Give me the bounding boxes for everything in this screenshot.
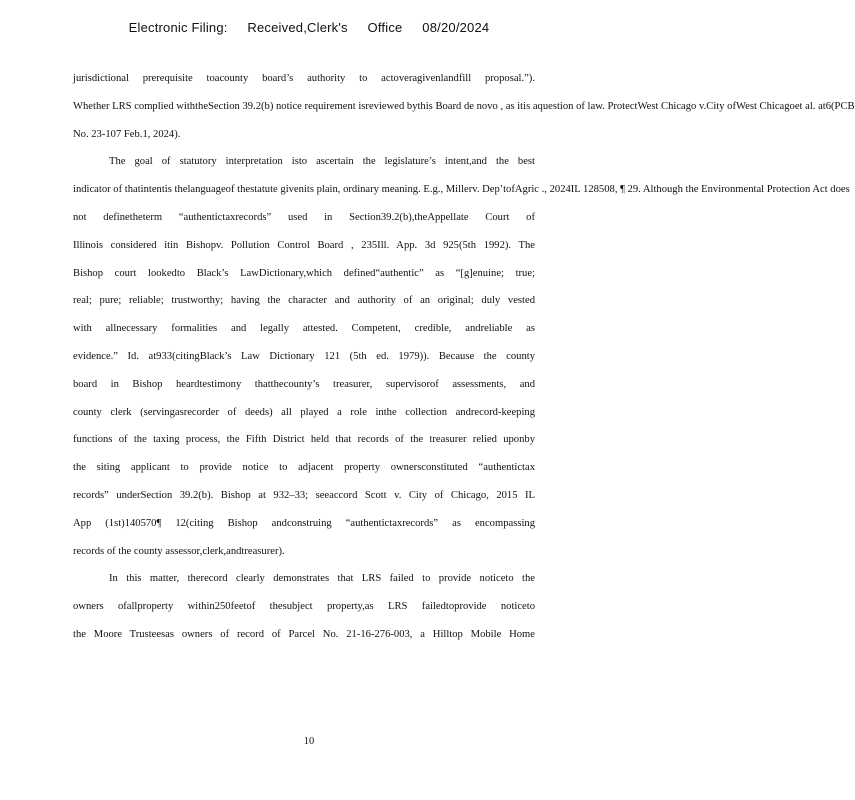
filing-date: 08/20/2024	[422, 20, 490, 35]
text-line: the Moore Trusteesas owners of record of Parcel No. 21-16-276-003, a Hilltop Mobile Home	[73, 628, 535, 640]
text-line: county clerk (servingasrecorder of deeds) all played a role inthe collection andrecord-keeping	[73, 406, 535, 418]
text-line: In this matter, therecord clearly demonstrates that LRS failed to provide noticeto the	[109, 573, 535, 585]
text-line: functions of the taxing process, the Fifth District held that records of the treasurer relied uponby	[73, 434, 535, 446]
text-line: Whether LRS complied withtheSection 39.2(b) notice requirement isreviewed bythis Board de novo , as itis aquestion of law. ProtectWest Chicago v.City ofWest Chicagoet al. at6(PCB	[73, 100, 855, 112]
filing-office: Office	[367, 20, 403, 35]
text-line: records of the county assessor,clerk,andtreasurer).	[73, 545, 285, 557]
text-line: Illinois considered itin Bishopv. Pollution Control Board , 235Ill. App. 3d 925(5th 1992). The	[73, 239, 535, 251]
text-line: board in Bishop heardtestimony thatthecounty’s treasurer, supervisorof assessments, and	[73, 378, 535, 390]
filing-label: Electronic Filing:	[128, 20, 228, 35]
text-line: Bishop court lookedto Black’s LawDictionary,which defined“authentic” as “[g]enuine; true;	[73, 267, 535, 279]
page-number: 10	[303, 736, 315, 747]
text-line: jurisdictional prerequisite toacounty board’s authority to actoveragivenlandfill proposal.”).	[73, 73, 535, 84]
text-line: No. 23-107 Feb.1, 2024).	[73, 128, 181, 140]
text-line: App (1st)140570¶ 12(citing Bishop andconstruing “authentictaxrecords” as encompassing	[73, 517, 535, 529]
text-line: with allnecessary formalities and legally attested. Competent, credible, andreliable as	[73, 323, 535, 335]
filing-header	[0, 20, 618, 35]
text-line: The goal of statutory interpretation isto ascertain the legislature’s intent,and the best	[109, 156, 535, 168]
text-line: evidence.” Id. at933(citingBlack’s Law Dictionary 121 (5th ed. 1979)). Because the county	[73, 350, 535, 362]
text-line: the siting applicant to provide notice to adjacent property ownersconstituted “authentictax	[73, 462, 535, 474]
filing-status: Received,Clerk's	[247, 20, 348, 35]
text-line: owners ofallproperty within250feetof thesubject property,as LRS failedtoprovide noticeto	[73, 601, 535, 613]
document-body	[73, 72, 855, 656]
text-line: records” underSection 39.2(b). Bishop at 932–33; seeaccord Scott v. City of Chicago, 2015 IL	[73, 489, 535, 501]
text-line: indicator of thatintentis thelanguageof thestatute givenits plain, ordinary meaning. E.g., Millerv. Dep’tofAgric ., 2024IL 128508, ¶ 29. Although the Environmental Protection Act does	[73, 184, 850, 196]
text-line: not definetheterm “authentictaxrecords” used in Section39.2(b),theAppellate Court of	[73, 211, 535, 223]
text-line: real; pure; reliable; trustworthy; having the character and authority of an original; duly vested	[73, 295, 535, 307]
